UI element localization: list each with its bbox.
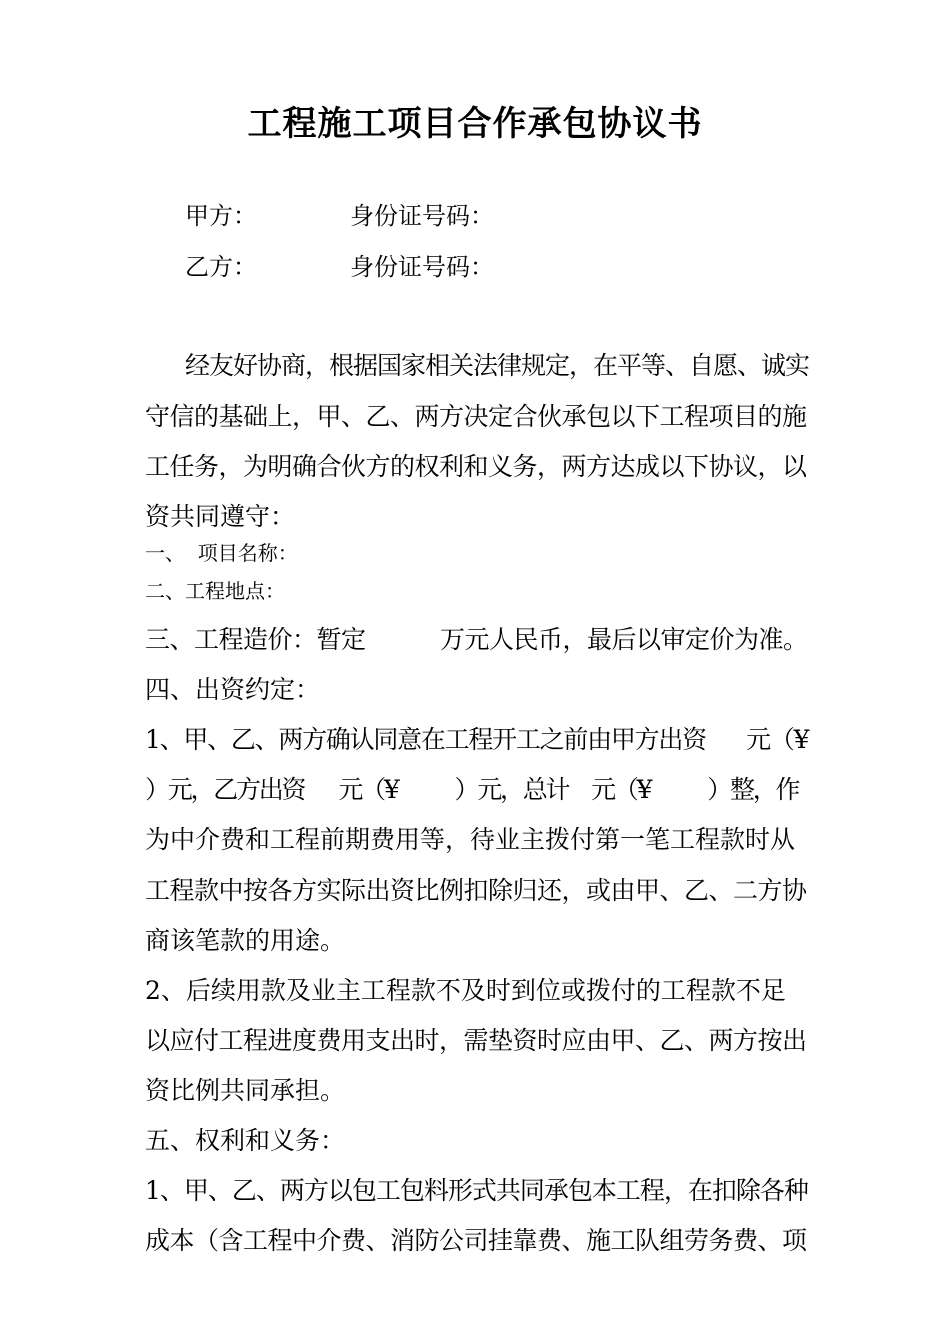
paragraph-line: 守信的基础上，甲、乙、两方决定合伙承包以下工程项目的施 — [145, 402, 807, 431]
clause-heading: 五、权利和义务： — [145, 1126, 346, 1155]
clause-line: 工程款中按各方实际出资比例扣除归还，或由甲、乙、二方协 — [145, 876, 807, 905]
paragraph-line: 资共同遵守： — [145, 502, 296, 531]
clause-line: ）元，乙方出资 元（¥ ）元，总计 元（¥ ）整，作 — [145, 775, 799, 804]
clause-line: 1、甲、乙、两方以包工包料形式共同承包本工程，在扣除各种 — [145, 1176, 808, 1205]
clause-line: 为中介费和工程前期费用等，待业主拨付第一笔工程款时从 — [145, 825, 796, 854]
clause-heading: 一、 项目名称： — [145, 541, 298, 565]
party-b-label: 乙方： — [185, 253, 257, 281]
clause-line: 1、甲、乙、两方确认同意在工程开工之前由甲方出资 元（¥ — [145, 725, 809, 754]
clause-line: 2、后续用款及业主工程款不及时到位或拨付的工程款不足 — [145, 976, 786, 1005]
paragraph-line: 工任务，为明确合伙方的权利和义务，两方达成以下协议，以 — [145, 452, 807, 481]
clause-line: 三、工程造价：暂定 万元人民币，最后以审定价为准。 — [145, 625, 808, 654]
paragraph-line: 经友好协商，根据国家相关法律规定，在平等、自愿、诚实 — [185, 351, 810, 380]
clause-heading: 四、出资约定： — [145, 675, 321, 704]
clause-line: 以应付工程进度费用支出时，需垫资时应由甲、乙、两方按出 — [145, 1026, 807, 1055]
clause-line: 资比例共同承担。 — [145, 1076, 346, 1105]
clause-line: 商该笔款的用途。 — [145, 926, 346, 955]
clause-heading: 二、工程地点： — [145, 579, 285, 603]
clause-line: 成本（含工程中介费、消防公司挂靠费、施工队组劳务费、项 — [145, 1226, 807, 1255]
document-title: 工程施工项目合作承包协议书 — [247, 104, 703, 144]
party-a-id-label: 身份证号码： — [350, 202, 494, 230]
party-b-id-label: 身份证号码： — [350, 253, 494, 281]
party-a-label: 甲方： — [185, 202, 257, 230]
